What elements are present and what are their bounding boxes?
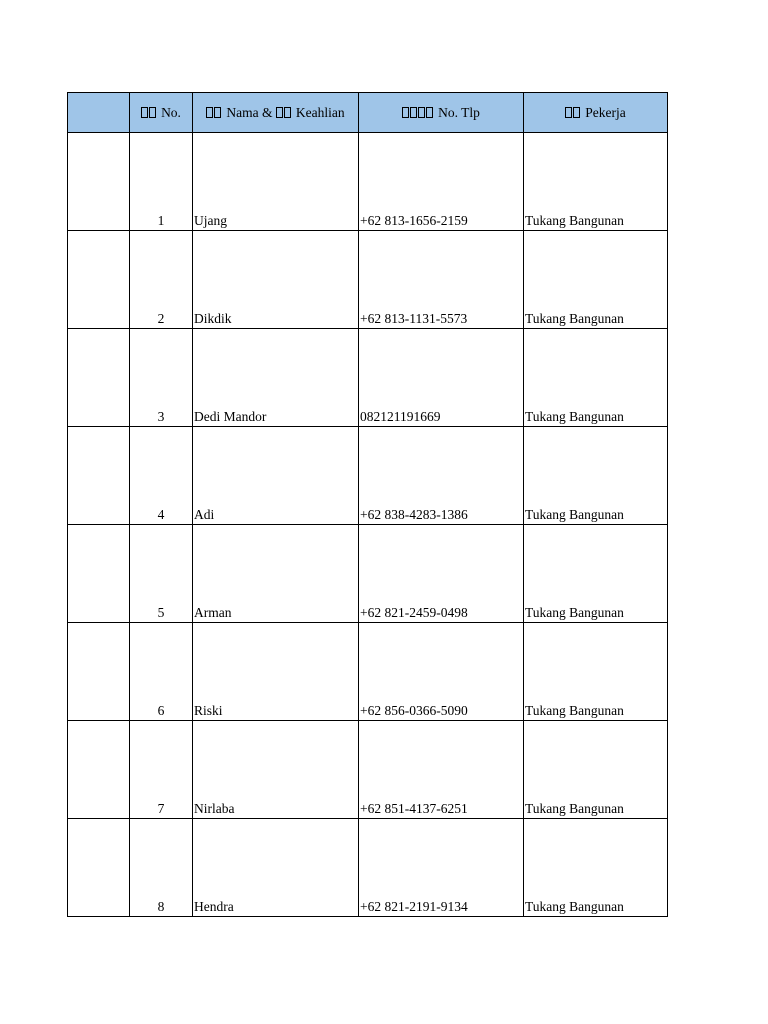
table-row [68, 427, 668, 525]
row-number: 8 [130, 819, 193, 917]
header-phone [359, 93, 524, 133]
header-skill-label: Keahlian [295, 104, 345, 120]
worker-name: Arman [193, 525, 359, 623]
header-job [524, 93, 668, 133]
table-row [68, 525, 668, 623]
worker-table [67, 92, 668, 917]
row-number: 4 [130, 427, 193, 525]
table-row [68, 231, 668, 329]
worker-job: Tukang Bangunan [524, 427, 668, 525]
row-number: 1 [130, 133, 193, 231]
header-no-label: No. [161, 104, 181, 120]
worker-name: Ujang [193, 133, 359, 231]
missing-glyph-icon [402, 105, 434, 120]
missing-glyph-icon [141, 105, 157, 120]
row-number: 3 [130, 329, 193, 427]
missing-glyph-icon [276, 105, 292, 120]
worker-job: Tukang Bangunan [524, 231, 668, 329]
table-row [68, 329, 668, 427]
row-number: 2 [130, 231, 193, 329]
header-blank [68, 93, 130, 133]
worker-name: Nirlaba [193, 721, 359, 819]
blank-cell [68, 721, 130, 819]
table-row [68, 819, 668, 917]
header-phone-label: No. Tlp [438, 104, 480, 120]
header-no [130, 93, 193, 133]
blank-cell [68, 329, 130, 427]
blank-cell [68, 231, 130, 329]
worker-name: Hendra [193, 819, 359, 917]
header-name-skill [193, 93, 359, 133]
worker-name: Adi [193, 427, 359, 525]
table-row [68, 721, 668, 819]
worker-job: Tukang Bangunan [524, 133, 668, 231]
table-row [68, 133, 668, 231]
row-number: 6 [130, 623, 193, 721]
worker-phone: +62 838-4283-1386 [359, 427, 524, 525]
worker-phone: +62 813-1131-5573 [359, 231, 524, 329]
missing-glyph-icon [565, 105, 581, 120]
row-number: 5 [130, 525, 193, 623]
missing-glyph-icon [206, 105, 222, 120]
blank-cell [68, 623, 130, 721]
worker-phone: +62 856-0366-5090 [359, 623, 524, 721]
worker-phone: 082121191669 [359, 329, 524, 427]
header-name-label: Nama & [226, 104, 276, 120]
worker-phone: +62 821-2459-0498 [359, 525, 524, 623]
worker-phone: +62 821-2191-9134 [359, 819, 524, 917]
row-number: 7 [130, 721, 193, 819]
worker-phone: +62 813-1656-2159 [359, 133, 524, 231]
blank-cell [68, 525, 130, 623]
worker-name: Dikdik [193, 231, 359, 329]
worker-job: Tukang Bangunan [524, 329, 668, 427]
header-row [68, 93, 668, 133]
worker-job: Tukang Bangunan [524, 623, 668, 721]
worker-job: Tukang Bangunan [524, 721, 668, 819]
worker-name: Dedi Mandor [193, 329, 359, 427]
blank-cell [68, 427, 130, 525]
worker-phone: +62 851-4137-6251 [359, 721, 524, 819]
worker-name: Riski [193, 623, 359, 721]
worker-job: Tukang Bangunan [524, 819, 668, 917]
table-row [68, 623, 668, 721]
worker-job: Tukang Bangunan [524, 525, 668, 623]
header-job-label: Pekerja [585, 104, 626, 120]
blank-cell [68, 133, 130, 231]
blank-cell [68, 819, 130, 917]
